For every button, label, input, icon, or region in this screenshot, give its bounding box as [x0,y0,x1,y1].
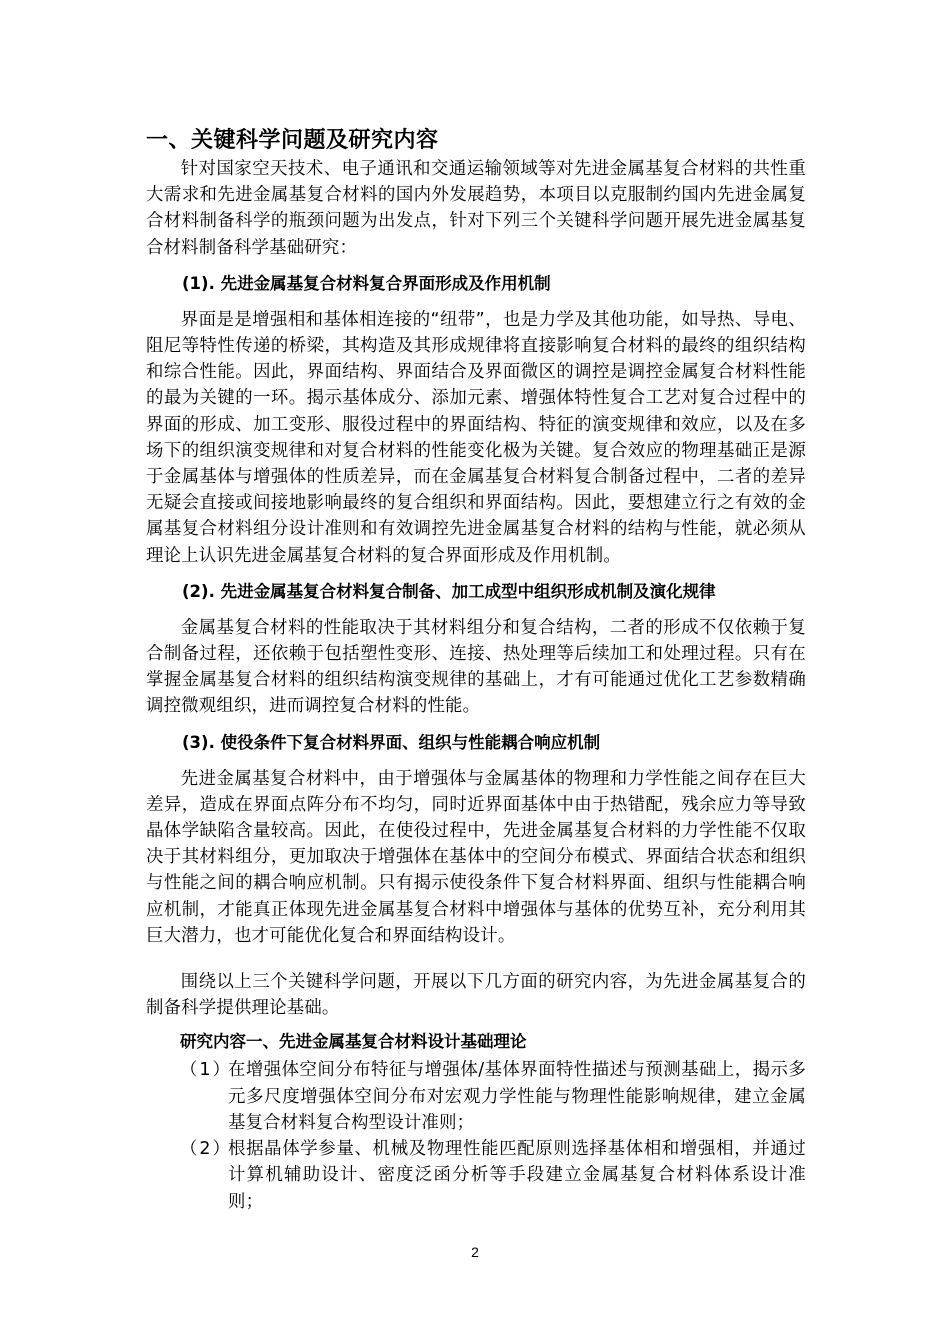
list-item-number: （1） [180,1060,232,1081]
problem-3-heading: (3). 使役条件下复合材料界面、组织与性能耦合响应机制 [182,732,601,752]
research-content-heading: 研究内容一、先进金属基复合材料设计基础理论 [180,1032,527,1052]
section-title: 一、关键科学问题及研究内容 [146,128,439,153]
list-item-text: 根据晶体学参量、机械及物理性能匹配原则选择基体相和增强相，并通过计算机辅助设计、密度泛函分析等手段建立金属基复合材料体系设计准则； [228,1139,806,1212]
problem-1-heading: (1). 先进金属基复合材料复合界面形成及作用机制 [182,273,551,293]
intro-paragraph: 针对国家空天技术、电子通讯和交通运输领域等对先进金属基复合材料的共性重大需求和先进金属基复合材料的国内外发展趋势，本项目以克服制约国内先进金属复合材料制备科学的瓶颈问题为出发点，针对下列三个关键科学问题开展先进金属基复合材料制备科学基础研究： [146,159,806,258]
problem-2-body: 金属基复合材料的性能取决于其材料组分和复合结构，二者的形成不仅依赖于复合制备过程，还依赖于包括塑性变形、连接、热处理等后续加工和处理过程。只有在掌握金属基复合材料的组织结构演变规律的基础上，才有可能通过优化工艺参数精确调控微观组织，进而调控复合材料的性能。 [146,617,806,717]
list-item-text: 在增强体空间分布特征与增强体/基体界面特性描述与预测基础上，揭示多元多尺度增强体空间分布对宏观力学性能与物理性能影响规律，建立金属基复合材料复合构型设计准则； [228,1060,806,1133]
spacer [146,949,806,969]
problem-3-body: 先进金属基复合材料中，由于增强体与金属基体的物理和力学性能之间存在巨大差异，造成在界面点阵分布不均匀，同时近界面基体中由于热错配，残余应力等导致晶体学缺陷含量较高。因此，在使役过程中，先进金属基复合材料的力学性能不仅取决于其材料组分，更加取决于增强体在基体中的空间分布模式、界面结合状态和组织与性能之间的耦合响应机制。只有揭示使役条件下复合材料界面、组织与性能耦合响应机制，才能真正体现先进金属基复合材料中增强体与基体的优势互补，充分利用其巨大潜力，也才可能优化复合和界面结构设计。 [146,768,806,946]
page-number: 2 [471,1244,479,1260]
transition-paragraph: 围绕以上三个关键科学问题，开展以下几方面的研究内容，为先进金属基复合的制备科学提供理论基础。 [146,972,806,1019]
list-item-number: （2） [180,1139,232,1160]
list-item [146,1136,806,1215]
problem-2-heading: (2). 先进金属基复合材料复合制备、加工成型中组织形成机制及演化规律 [182,581,716,601]
list-item [146,1057,806,1136]
document-page [146,126,806,1215]
problem-1-body: 界面是是增强相和基体相连接的“纽带”，也是力学及其他功能，如导热、导电、阻尼等特性传递的桥梁，其构造及其形成规律将直接影响复合材料的最终的组织结构和综合性能。因此，界面结构、界面结合及界面微区的调控是调控金属复合材料性能的最为关键的一环。揭示基体成分、添加元素、增强体特性复合工艺对复合过程中的界面的形成、加工变形、服役过程中的界面结构、特征的演变规律和效应，以及在多场下的组织演变规律和对复合材料的性能变化极为关键。复合效应的物理基础正是源于金属基体与增强体的性质差异，而在金属基复合材料复合制备过程中，二者的差异无疑会直接或间接地影响最终的复合组织和界面结构。因此，要想建立行之有效的金属基复合材料组分设计准则和有效调控先进金属基复合材料的结构与性能，就必须从理论上认识先进金属基复合材料的复合界面形成及作用机制。 [146,309,806,566]
